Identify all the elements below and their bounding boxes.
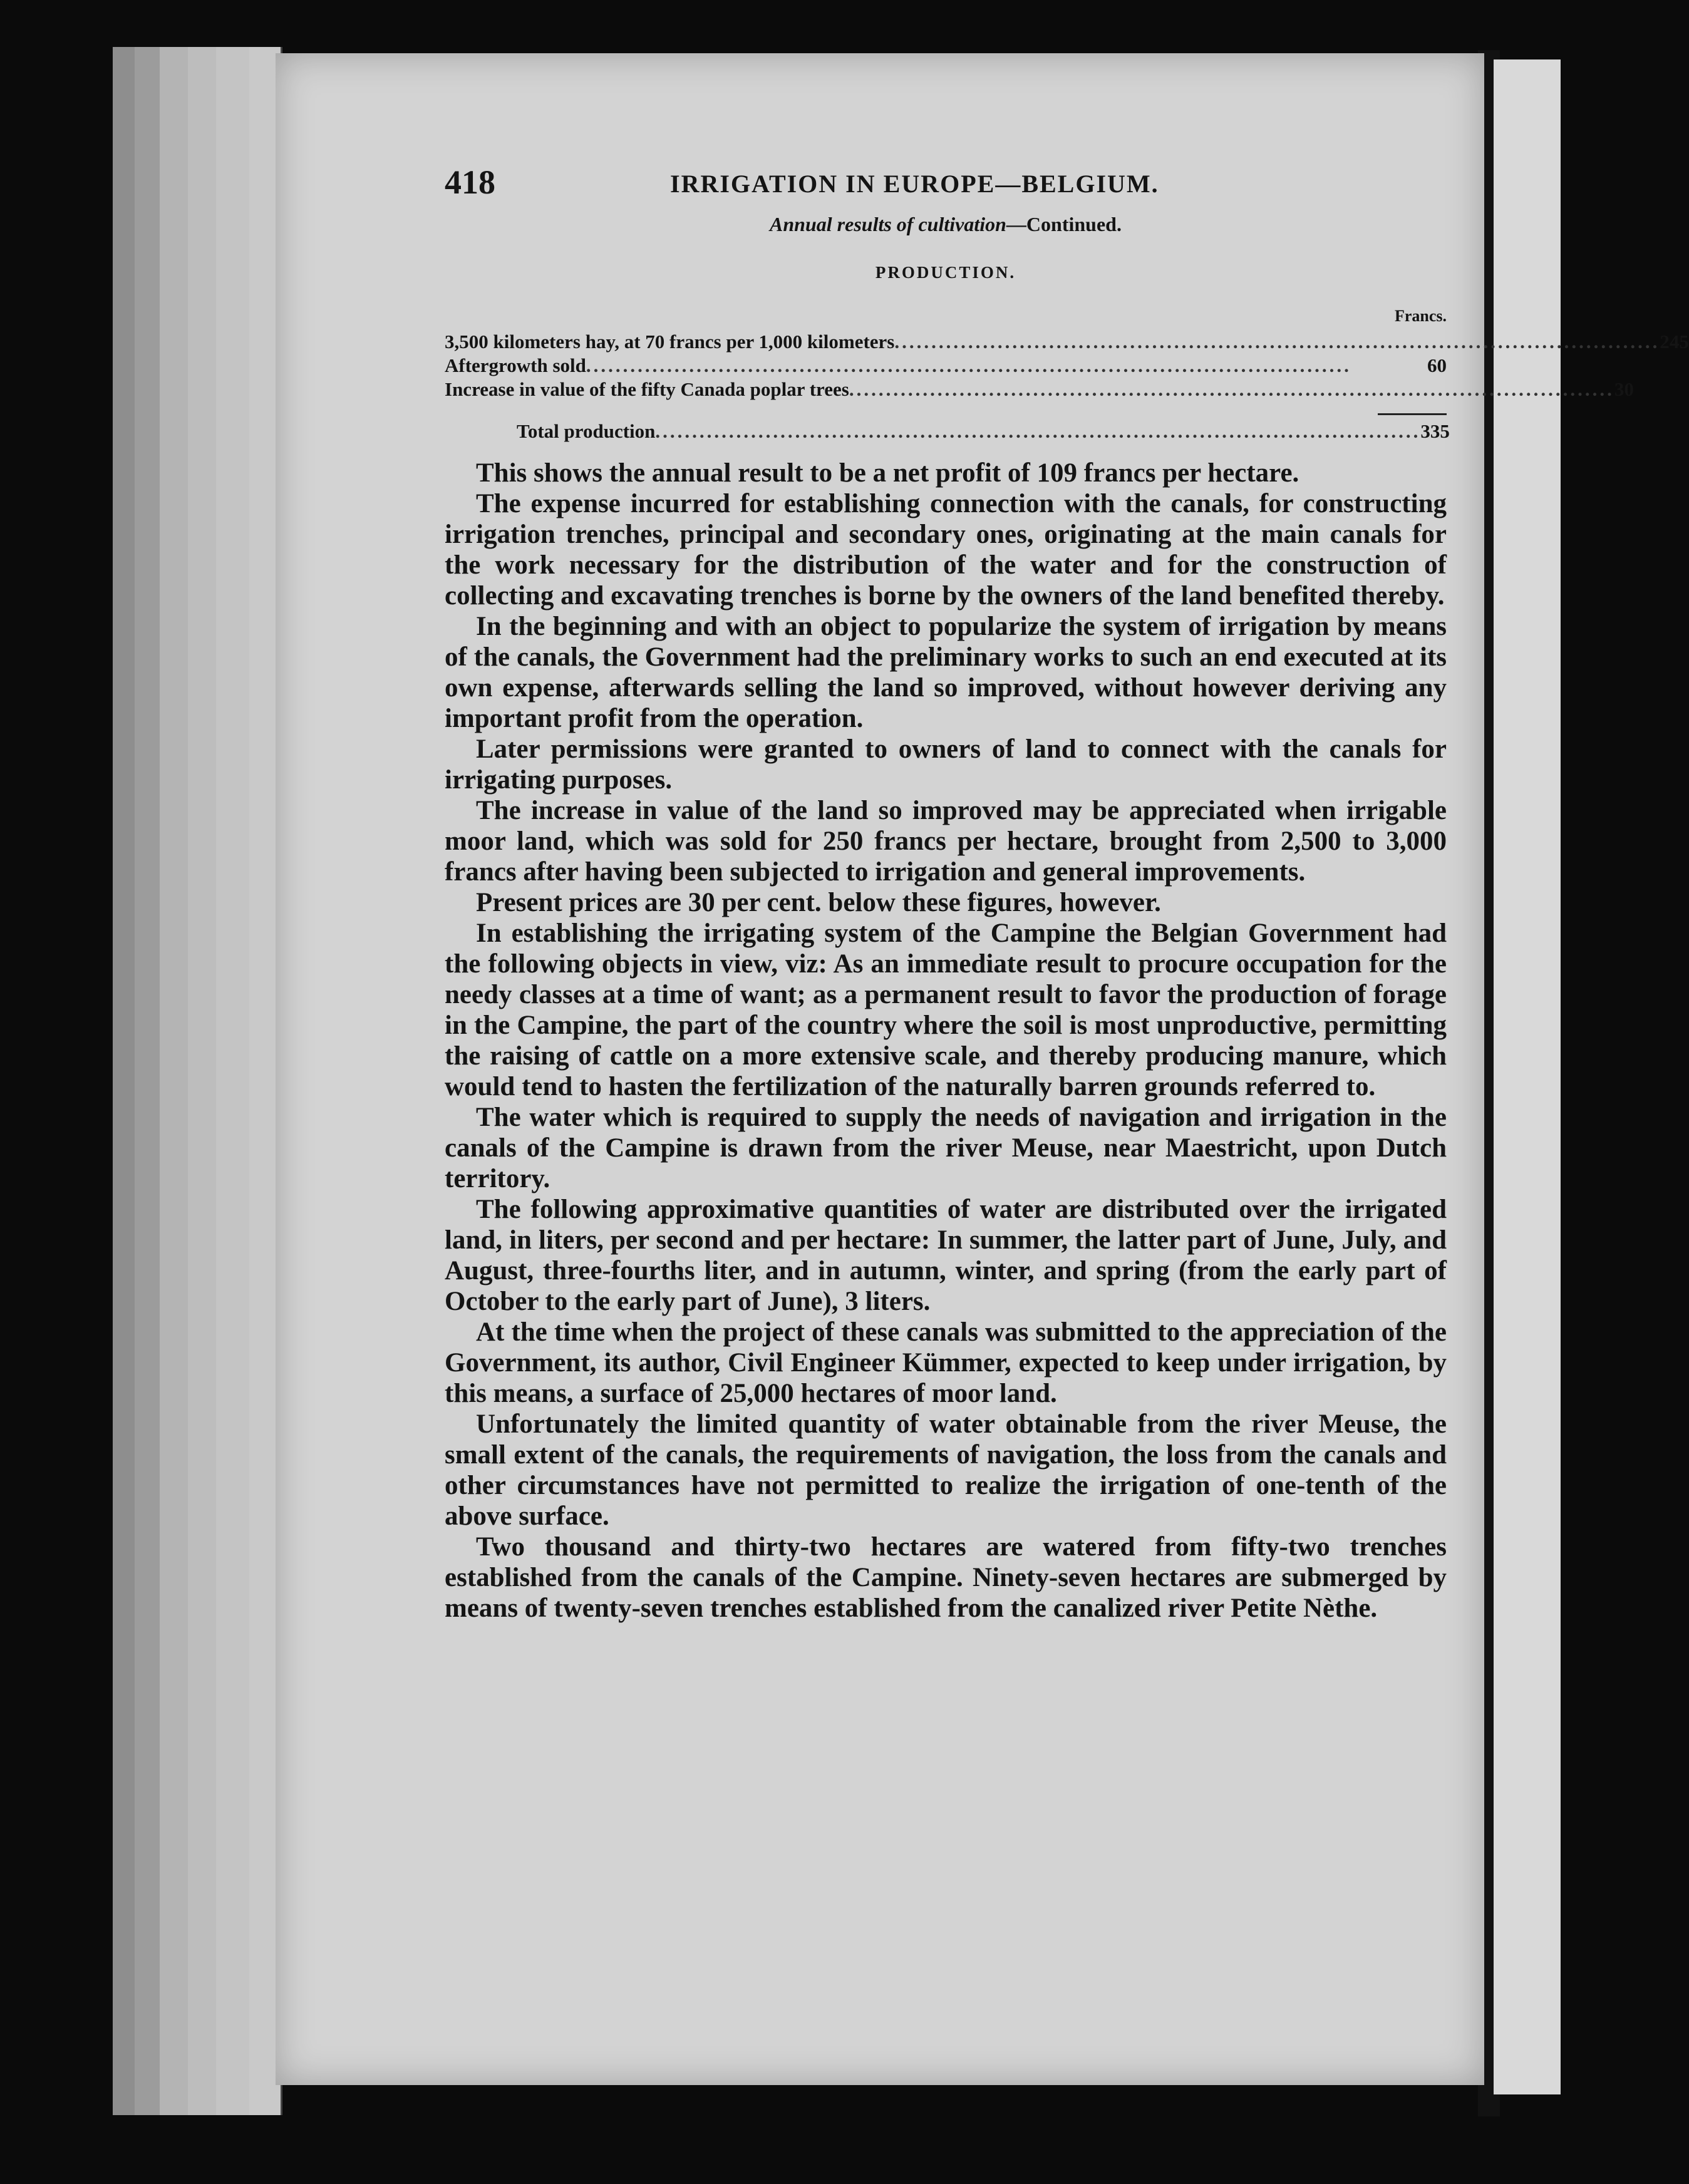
column-header: Francs. xyxy=(1394,307,1447,325)
paragraph: The following approximative quantities of water are distributed over the irrigated land, in liters, per second and per hectare: In summer, the latter part of June, July, and August, three-fourths liter, and in autumn, winter, and spring (from the early part of October to the early part of June), 3 liters. xyxy=(445,1195,1447,1316)
paragraph: In establishing the irrigating system of the Campine the Belgian Government had the following objects in view, viz: As an immediate result to procure occupation for the needy classes at a time of want; as a permanent result to favor the production of forage in the Campine, the part of the country where the soil is most unproductive, permitting the raising of cattle on a more extensive scale, and thereby producing manure, which would tend to hasten the fertilization of the naturally barren grounds referred to. xyxy=(445,919,1447,1101)
paragraph: Unfortunately the limited quantity of water obtainable from the river Meuse, the small extent of the canals, the requirements of navigation, the loss from the canals and other circumstances have not permitted to realize the irrigation of one-tenth of the above surface. xyxy=(445,1409,1447,1531)
table-row xyxy=(445,331,1689,354)
page-content xyxy=(445,163,1689,1624)
total-row xyxy=(445,420,1450,444)
paragraph: This shows the annual result to be a net profit of 109 francs per hectare. xyxy=(476,458,1299,488)
leader-dots: ........................................................................................................ xyxy=(586,354,1351,376)
row-label: Increase in value of the fifty Canada poplar trees xyxy=(445,378,849,400)
page-number: 418 xyxy=(445,163,495,201)
total-label: Total production xyxy=(517,420,656,442)
paragraph: Two thousand and thirty-two hectares are watered from fifty-two trenches established from the canals of the Campine. Ninety-seven hectares are submerged by means of twenty-seven trenches established from the canalized river Petite Nèthe. xyxy=(445,1532,1447,1623)
leader-dots: ........................................................................................................ xyxy=(655,420,1421,442)
total-rule xyxy=(1378,413,1447,415)
production-table xyxy=(445,307,1689,444)
row-value: 60 xyxy=(1427,354,1447,376)
row-label: 3,500 kilometers hay, at 70 francs per 1,000 kilometers xyxy=(445,331,895,353)
total-value: 335 xyxy=(1420,420,1450,442)
paragraph: The expense incurred for establishing connection with the canals, for constructing irrigation trenches, principal and secondary ones, originating at the main canals for the work necessary for the distribution of the water and for the construction of collecting and excavating trenches is borne by the owners of the land benefited thereby. xyxy=(445,489,1447,610)
caption-continued: —Continued. xyxy=(1006,213,1122,235)
book-edge-page xyxy=(135,47,162,2115)
table-row xyxy=(445,354,1447,378)
page-header xyxy=(445,163,1447,213)
paragraph: In the beginning and with an object to popularize the system of irrigation by means of the canals, the Government had the preliminary works to such an end executed at its own expense, afterwards selling the land so improved, without however deriving any important profit from the operation. xyxy=(445,612,1447,733)
table-row xyxy=(445,378,1634,402)
row-value: 245 xyxy=(1660,331,1689,353)
body-text xyxy=(445,458,1447,1624)
paragraph: Present prices are 30 per cent. below these figures, however. xyxy=(476,888,1161,917)
caption-italic: Annual results of cultivation xyxy=(770,213,1006,235)
table-caption xyxy=(445,213,1447,244)
leader-dots: ........................................................................................................ xyxy=(894,331,1660,353)
facing-page-edge xyxy=(1494,59,1561,2094)
section-heading: PRODUCTION. xyxy=(875,263,1016,282)
running-head: IRRIGATION IN EUROPE—BELGIUM. xyxy=(670,170,1159,198)
book-page xyxy=(276,53,1689,2085)
row-label: Aftergrowth sold xyxy=(445,354,586,376)
paragraph: The increase in value of the land so improved may be appreciated when irrigable moor land, which was sold for 250 francs per hectare, brought from 2,500 to 3,000 francs after having been subjected to irrigation and general improvements. xyxy=(445,796,1447,887)
paragraph: Later permissions were granted to owners of land to connect with the canals for irrigating purposes. xyxy=(445,734,1447,795)
paragraph: The water which is required to supply the needs of navigation and irrigation in the canals of the Campine is drawn from the river Meuse, near Maestricht, upon Dutch territory. xyxy=(445,1103,1447,1193)
leader-dots: ........................................................................................................ xyxy=(849,378,1614,400)
paragraph: At the time when the project of these canals was submitted to the appreciation of the Government, its author, Civil Engineer Kümmer, expected to keep under irrigation, by this means, a surface of 25,000 hectares of moor land. xyxy=(445,1317,1447,1408)
row-value: 30 xyxy=(1614,378,1634,400)
